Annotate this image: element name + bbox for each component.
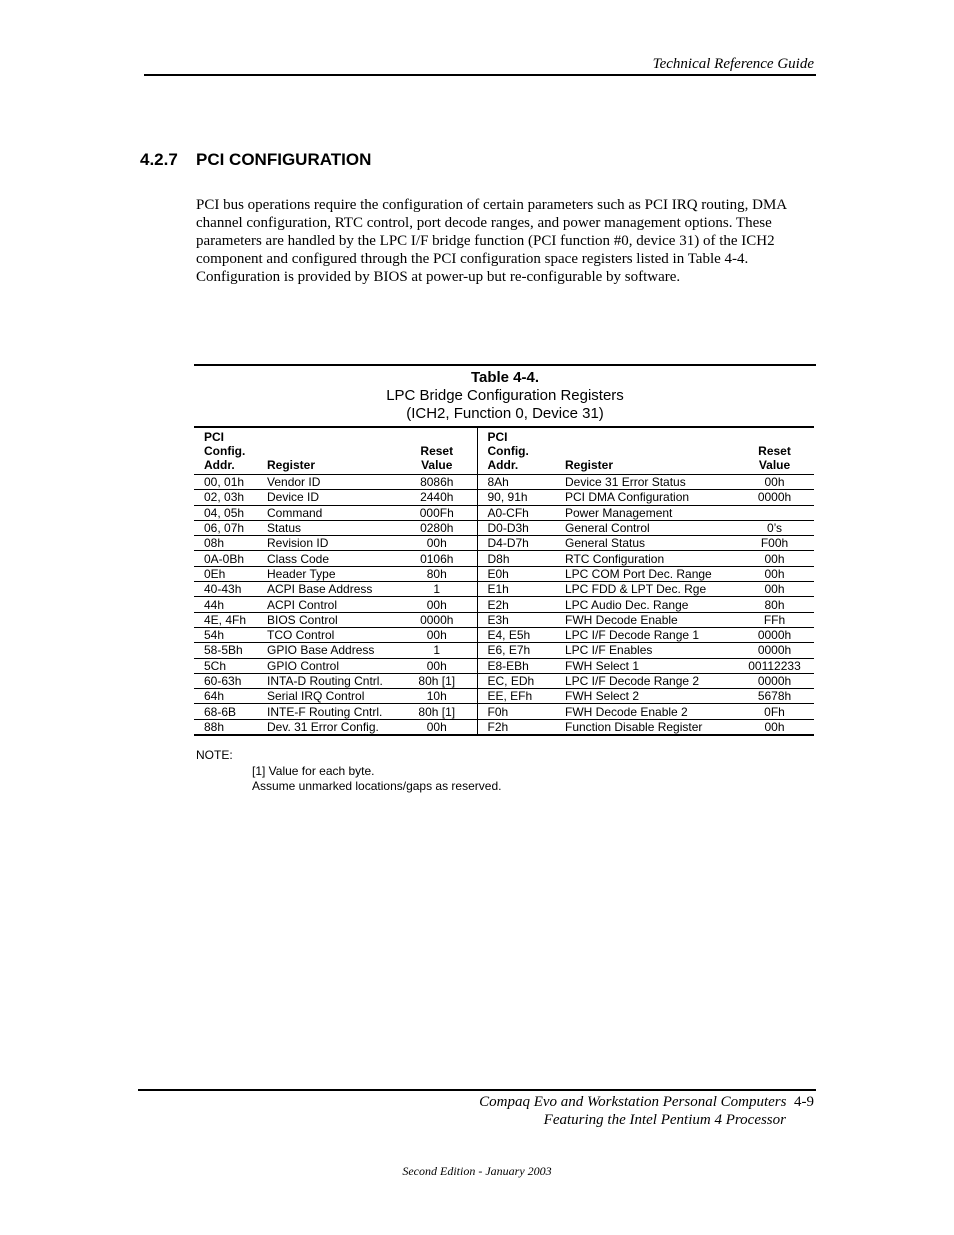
cell-addr-2: E6, E7h — [477, 643, 555, 658]
header-addr-line2: Config. — [204, 444, 246, 458]
cell-reset-2: 00h — [735, 719, 814, 735]
cell-addr: 02, 03h — [194, 490, 257, 505]
table-row — [194, 719, 814, 735]
table-row — [194, 689, 814, 704]
cell-reset-2: 0000h — [735, 627, 814, 642]
cell-addr: 00, 01h — [194, 475, 257, 490]
cell-reset-2: 80h — [735, 597, 814, 612]
cell-addr: 58-5Bh — [194, 643, 257, 658]
header-addr-line3: Addr. — [204, 458, 235, 472]
table-row — [194, 520, 814, 535]
cell-register: Revision ID — [257, 536, 397, 551]
table-number: Table 4-4. — [470, 369, 540, 386]
cell-addr-2: 90, 91h — [477, 490, 555, 505]
cell-addr-2: EC, EDh — [477, 673, 555, 688]
cell-reset: 10h — [397, 689, 477, 704]
cell-addr: 88h — [194, 719, 257, 735]
cell-reset-2: 5678h — [735, 689, 814, 704]
table-row — [194, 582, 814, 597]
table-row — [194, 597, 814, 612]
cell-reset: 00h — [397, 627, 477, 642]
cell-addr-2: D4-D7h — [477, 536, 555, 551]
cell-reset: 80h — [397, 566, 477, 581]
cell-addr-2: E3h — [477, 612, 555, 627]
cell-register: GPIO Base Address — [257, 643, 397, 658]
cell-reset: 0106h — [397, 551, 477, 566]
cell-addr: 5Ch — [194, 658, 257, 673]
cell-register: TCO Control — [257, 627, 397, 642]
cell-register-2: PCI DMA Configuration — [555, 490, 735, 505]
cell-register: Device ID — [257, 490, 397, 505]
cell-addr-2: 8Ah — [477, 475, 555, 490]
cell-register-2: RTC Configuration — [555, 551, 735, 566]
cell-addr-2: E1h — [477, 582, 555, 597]
table-subtitle: (ICH2, Function 0, Device 31) — [406, 405, 604, 422]
cell-register-2: LPC I/F Enables — [555, 643, 735, 658]
cell-register-2: Power Management — [555, 505, 735, 520]
header-addr — [194, 427, 257, 475]
table-row — [194, 673, 814, 688]
page-number: 4-9 — [794, 1094, 814, 1110]
cell-addr: 08h — [194, 536, 257, 551]
cell-addr-2: A0-CFh — [477, 505, 555, 520]
cell-register: GPIO Control — [257, 658, 397, 673]
table-row — [194, 536, 814, 551]
cell-addr-2: E2h — [477, 597, 555, 612]
cell-addr-2: E8-EBh — [477, 658, 555, 673]
header-addr2-line1: PCI — [487, 430, 508, 444]
cell-addr: 06, 07h — [194, 520, 257, 535]
cell-addr: 40-43h — [194, 582, 257, 597]
cell-register-2: FWH Decode Enable 2 — [555, 704, 735, 719]
cell-register: INTA-D Routing Cntrl. — [257, 673, 397, 688]
cell-addr: 44h — [194, 597, 257, 612]
table-row — [194, 505, 814, 520]
cell-register-2: FWH Select 2 — [555, 689, 735, 704]
cell-reset: 00h — [397, 597, 477, 612]
cell-addr: 4E, 4Fh — [194, 612, 257, 627]
table-title: LPC Bridge Configuration Registers — [386, 387, 624, 404]
running-header: Technical Reference Guide — [652, 56, 814, 72]
header-addr-2 — [477, 427, 555, 475]
cell-reset-2: 0Fh — [735, 704, 814, 719]
table-header-row — [194, 427, 814, 475]
table-row — [194, 643, 814, 658]
cell-register-2: General Status — [555, 536, 735, 551]
register-table-block — [194, 364, 816, 736]
cell-reset: 8086h — [397, 475, 477, 490]
cell-reset-2 — [735, 505, 814, 520]
note-line: [1] Value for each byte. — [252, 764, 375, 778]
header-reset — [397, 427, 477, 475]
note-line: Assume unmarked locations/gaps as reserved. — [252, 778, 502, 793]
cell-register-2: FWH Decode Enable — [555, 612, 735, 627]
cell-addr-2: E0h — [477, 566, 555, 581]
edition-label: Second Edition - January 2003 — [402, 1164, 552, 1178]
cell-register-2: FWH Select 1 — [555, 658, 735, 673]
header-addr2-line2: Config. — [487, 444, 529, 458]
cell-addr-2: D8h — [477, 551, 555, 566]
cell-addr-2: F0h — [477, 704, 555, 719]
cell-register: Vendor ID — [257, 475, 397, 490]
cell-addr-2: EE, EFh — [477, 689, 555, 704]
cell-register: INTE-F Routing Cntrl. — [257, 704, 397, 719]
cell-register-2: Function Disable Register — [555, 719, 735, 735]
cell-addr: 04, 05h — [194, 505, 257, 520]
cell-addr: 64h — [194, 689, 257, 704]
cell-reset: 80h [1] — [397, 673, 477, 688]
table-row — [194, 704, 814, 719]
cell-register: Serial IRQ Control — [257, 689, 397, 704]
cell-addr: 0Eh — [194, 566, 257, 581]
cell-reset: 00h — [397, 658, 477, 673]
cell-register: Status — [257, 520, 397, 535]
cell-reset-2: 00h — [735, 551, 814, 566]
cell-register: Command — [257, 505, 397, 520]
cell-reset-2: 00h — [735, 566, 814, 581]
table-row — [194, 627, 814, 642]
cell-reset: 00h — [397, 536, 477, 551]
cell-reset-2: FFh — [735, 612, 814, 627]
cell-register: ACPI Control — [257, 597, 397, 612]
cell-register-2: Device 31 Error Status — [555, 475, 735, 490]
cell-register: BIOS Control — [257, 612, 397, 627]
cell-reset: 2440h — [397, 490, 477, 505]
table-row — [194, 566, 814, 581]
header-reset-2 — [735, 427, 814, 475]
note-lines — [252, 764, 501, 793]
cell-addr: 54h — [194, 627, 257, 642]
footer-line1 — [400, 1094, 814, 1111]
cell-reset: 0280h — [397, 520, 477, 535]
cell-reset-2: 0000h — [735, 643, 814, 658]
table-caption — [194, 366, 816, 423]
header-reset-line2: Value — [421, 458, 453, 472]
section-title: PCI CONFIGURATION — [196, 150, 372, 169]
header-addr2-line3: Addr. — [487, 458, 519, 472]
register-table — [194, 426, 814, 736]
cell-register: Header Type — [257, 566, 397, 581]
cell-addr-2: F2h — [477, 719, 555, 735]
section-number: 4.2.7 — [140, 150, 178, 169]
cell-addr-2: D0-D3h — [477, 520, 555, 535]
cell-reset-2: 0’s — [735, 520, 814, 535]
cell-register: Dev. 31 Error Config. — [257, 719, 397, 735]
header-reset2-line2: Value — [758, 458, 791, 472]
section-heading — [140, 150, 371, 170]
cell-reset-2: 00112233 — [735, 658, 814, 673]
cell-addr: 60-63h — [194, 673, 257, 688]
cell-reset: 80h [1] — [397, 704, 477, 719]
footer-line2: Featuring the Intel Pentium 4 Processor — [543, 1112, 786, 1128]
table-row — [194, 475, 814, 490]
cell-reset-2: 00h — [735, 475, 814, 490]
header-reset-line1: Reset — [420, 444, 454, 458]
header-reset2-line1: Reset — [758, 444, 791, 458]
footer-rule — [138, 1089, 816, 1091]
cell-register: ACPI Base Address — [257, 582, 397, 597]
cell-addr: 68-6B — [194, 704, 257, 719]
cell-addr: 0A-0Bh — [194, 551, 257, 566]
cell-reset: 0000h — [397, 612, 477, 627]
cell-register-2: LPC COM Port Dec. Range — [555, 566, 735, 581]
table-body — [194, 475, 814, 736]
table-row — [194, 490, 814, 505]
cell-reset-2: F00h — [735, 536, 814, 551]
note-label: NOTE: — [196, 748, 233, 762]
table-row — [194, 551, 814, 566]
cell-reset-2: 0000h — [735, 673, 814, 688]
table-row — [194, 658, 814, 673]
cell-register-2: LPC I/F Decode Range 1 — [555, 627, 735, 642]
cell-register: Class Code — [257, 551, 397, 566]
cell-register-2: LPC FDD & LPT Dec. Rge — [555, 582, 735, 597]
cell-register-2: General Control — [555, 520, 735, 535]
cell-register-2: LPC I/F Decode Range 2 — [555, 673, 735, 688]
cell-reset-2: 0000h — [735, 490, 814, 505]
cell-reset: 000Fh — [397, 505, 477, 520]
body-paragraph: PCI bus operations require the configuration of certain parameters such as PCI IRQ routing, DMA channel configuration, RTC control, port decode ranges, and power management options. These parameters are handled by the LPC I/F bridge function (PCI function #0, device 31) of the ICH2 component and configured through the PCI configuration space registers listed in Table 4-4. Configuration is provided by BIOS at power-up but re-configurable by software. — [196, 197, 787, 285]
header-addr-line1: PCI — [204, 430, 225, 444]
cell-addr-2: E4, E5h — [477, 627, 555, 642]
cell-register-2: LPC Audio Dec. Range — [555, 597, 735, 612]
cell-reset: 1 — [397, 582, 477, 597]
header-rule — [144, 74, 816, 76]
cell-reset-2: 00h — [735, 582, 814, 597]
cell-reset: 1 — [397, 643, 477, 658]
cell-reset: 00h — [397, 719, 477, 735]
table-row — [194, 612, 814, 627]
header-register-2: Register — [565, 458, 614, 472]
footer-book-title: Compaq Evo and Workstation Personal Computers — [479, 1094, 787, 1110]
header-register: Register — [267, 458, 316, 472]
